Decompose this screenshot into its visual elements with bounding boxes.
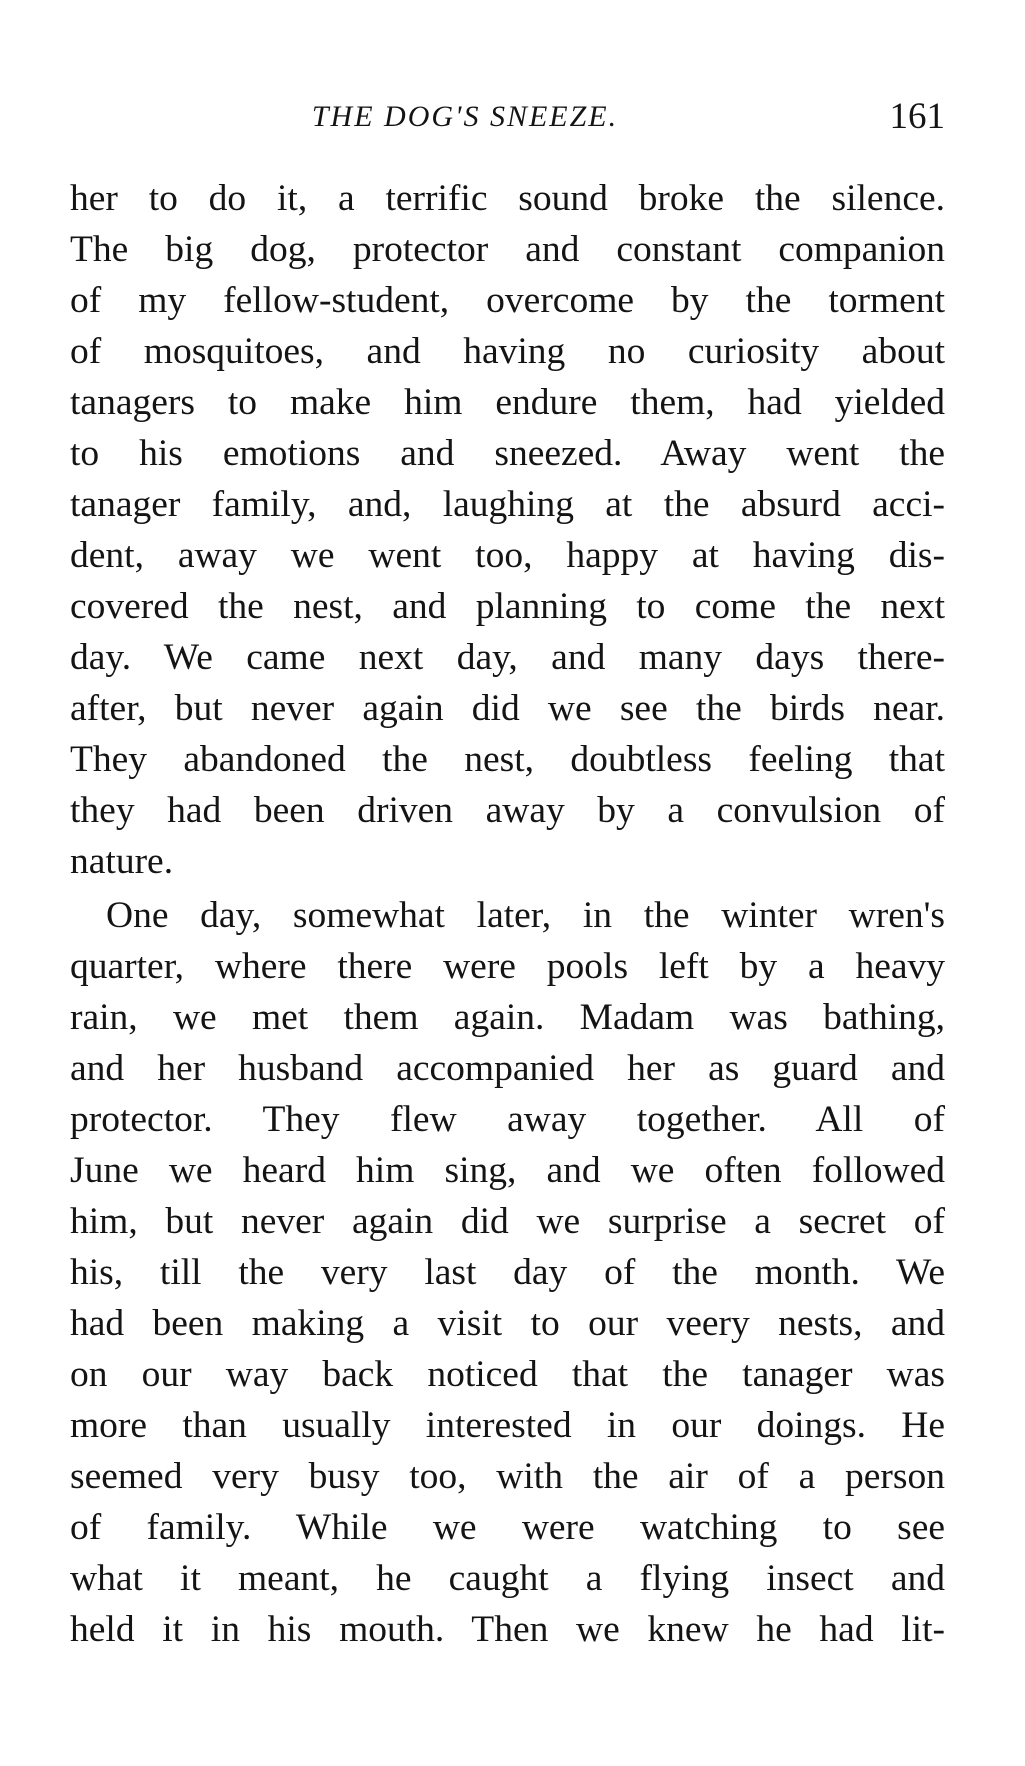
running-title: THE DOG'S SNEEZE.: [311, 100, 619, 133]
text-line: his, till the very last day of the month. We: [70, 1252, 945, 1293]
text-line: and her husband accompanied her as guard and: [70, 1048, 945, 1089]
paragraph-2: [70, 890, 945, 1655]
text-line: after, but never again did we see the birds near.: [70, 688, 945, 729]
text-line: of mosquitoes, and having no curiosity about: [70, 331, 945, 372]
text-line: him, but never again did we surprise a secret of: [70, 1201, 945, 1242]
text-line: tanager family, and, laughing at the absurd acci-: [70, 484, 945, 525]
text-line: June we heard him sing, and we often followed: [70, 1150, 945, 1191]
text-line: seemed very busy too, with the air of a person: [70, 1456, 945, 1497]
text-line: on our way back noticed that the tanager was: [70, 1354, 945, 1395]
text-line: of family. While we were watching to see: [70, 1507, 945, 1548]
text-line: dent, away we went too, happy at having dis-: [70, 535, 945, 576]
text-line: covered the nest, and planning to come the next: [70, 586, 945, 627]
text-line: The big dog, protector and constant companion: [70, 229, 945, 270]
text-line: more than usually interested in our doings. He: [70, 1405, 945, 1446]
text-line: day. We came next day, and many days there-: [70, 637, 945, 678]
page-number: 161: [889, 96, 945, 137]
text-line: One day, somewhat later, in the winter wren's: [106, 895, 945, 936]
text-line: had been making a visit to our veery nests, and: [70, 1303, 945, 1344]
text-line: tanagers to make him endure them, had yielded: [70, 382, 945, 423]
text-line: they had been driven away by a convulsion of: [70, 790, 945, 831]
body-text: [70, 173, 945, 1655]
text-line: of my fellow-student, overcome by the torment: [70, 280, 945, 321]
text-line: what it meant, he caught a flying insect and: [70, 1558, 945, 1599]
text-line: quarter, where there were pools left by a heavy: [70, 946, 945, 987]
running-header: [70, 92, 945, 142]
text-line: They abandoned the nest, doubtless feeling that: [70, 739, 945, 780]
text-line: held it in his mouth. Then we knew he had lit-: [70, 1609, 945, 1650]
text-line: her to do it, a terrific sound broke the silence.: [70, 178, 945, 219]
text-line: rain, we met them again. Madam was bathing,: [70, 997, 945, 1038]
text-line: protector. They flew away together. All of: [70, 1099, 945, 1140]
text-line: nature.: [70, 841, 174, 882]
text-line: to his emotions and sneezed. Away went the: [70, 433, 945, 474]
paragraph-1: [70, 173, 945, 887]
